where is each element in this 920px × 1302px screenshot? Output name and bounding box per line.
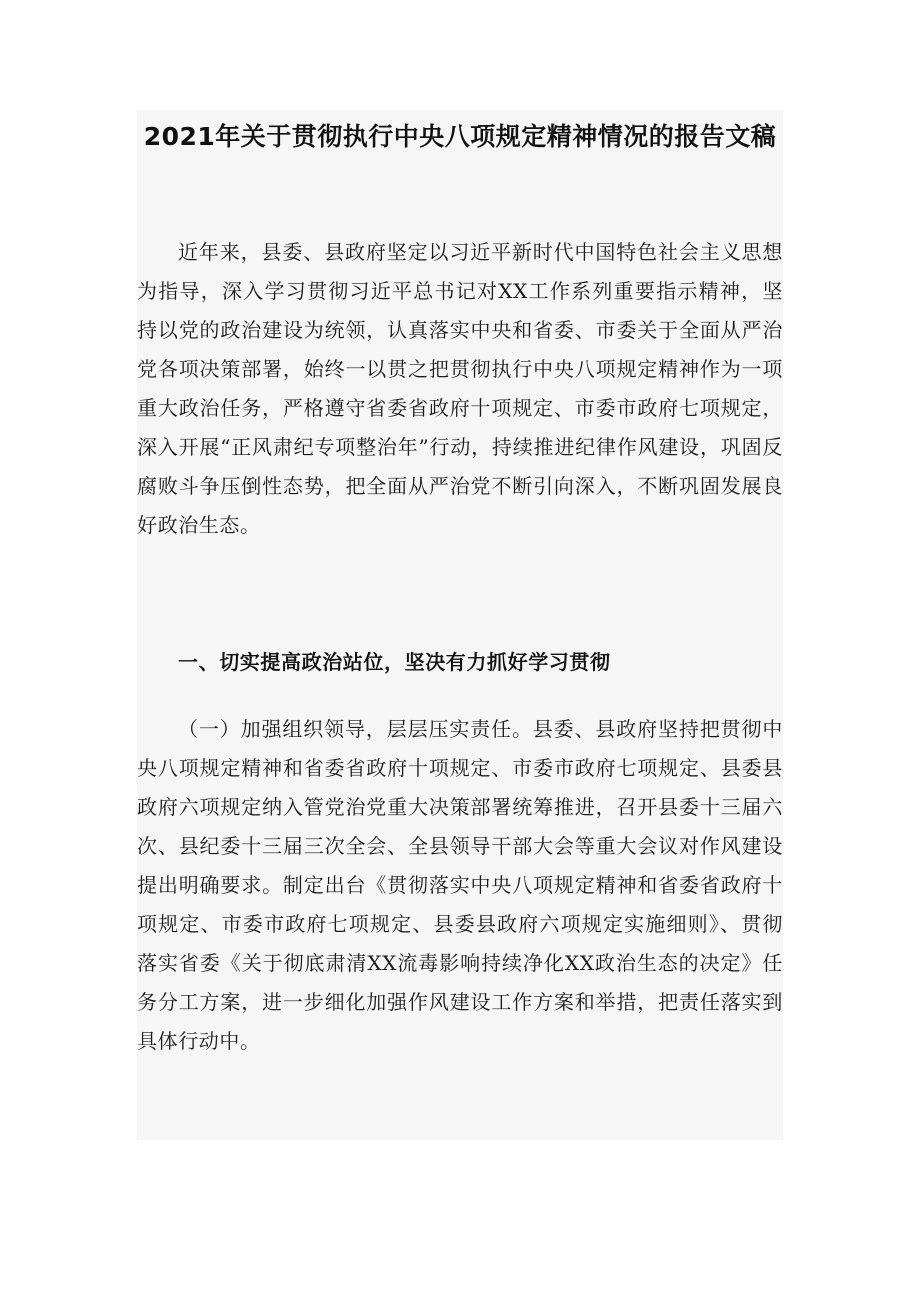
- document-title: 2021年关于贯彻执行中央八项规定精神情况的报告文稿: [143, 122, 777, 151]
- intro-paragraph: 近年来，县委、县政府坚定以习近平新时代中国特色社会主义思想为指导，深入学习贯彻习近平总书记对XX工作系列重要指示精神，坚持以党的政治建设为统领，认真落实中央和省委、市委关于全面从严治党各项决策部署，始终一以贯之把贯彻执行中央八项规定精神作为一项重大政治任务，严格遵守省委省政府十项规定、市委市政府七项规定，深入开展“正风肃纪专项整治年”行动，持续推进纪律作风建设，巩固反腐败斗争压倒性态势，把全面从严治党不断引向深入，不断巩固发展良好政治生态。: [137, 240, 783, 537]
- body-paragraph: （一）加强组织领导，层层压实责任。县委、县政府坚持把贯彻中央八项规定精神和省委省政府十项规定、市委市政府七项规定、县委县政府六项规定纳入管党治党重大决策部署统筹推进，召开县委十三届六次、县纪委十三届三次全会、全县领导干部大会等重大会议对作风建设提出明确要求。制定出台《贯彻落实中央八项规定精神和省委省政府十项规定、市委市政府七项规定、县委县政府六项规定实施细则》、贯彻落实省委《关于彻底肃清XX流毒影响持续净化XX政治生态的决定》任务分工方案，进一步细化加强作风建设工作方案和举措，把责任落实到具体行动中。: [137, 717, 783, 1053]
- section-heading: 一、切实提高政治站位，坚决有力抓好学习贯彻: [178, 650, 611, 674]
